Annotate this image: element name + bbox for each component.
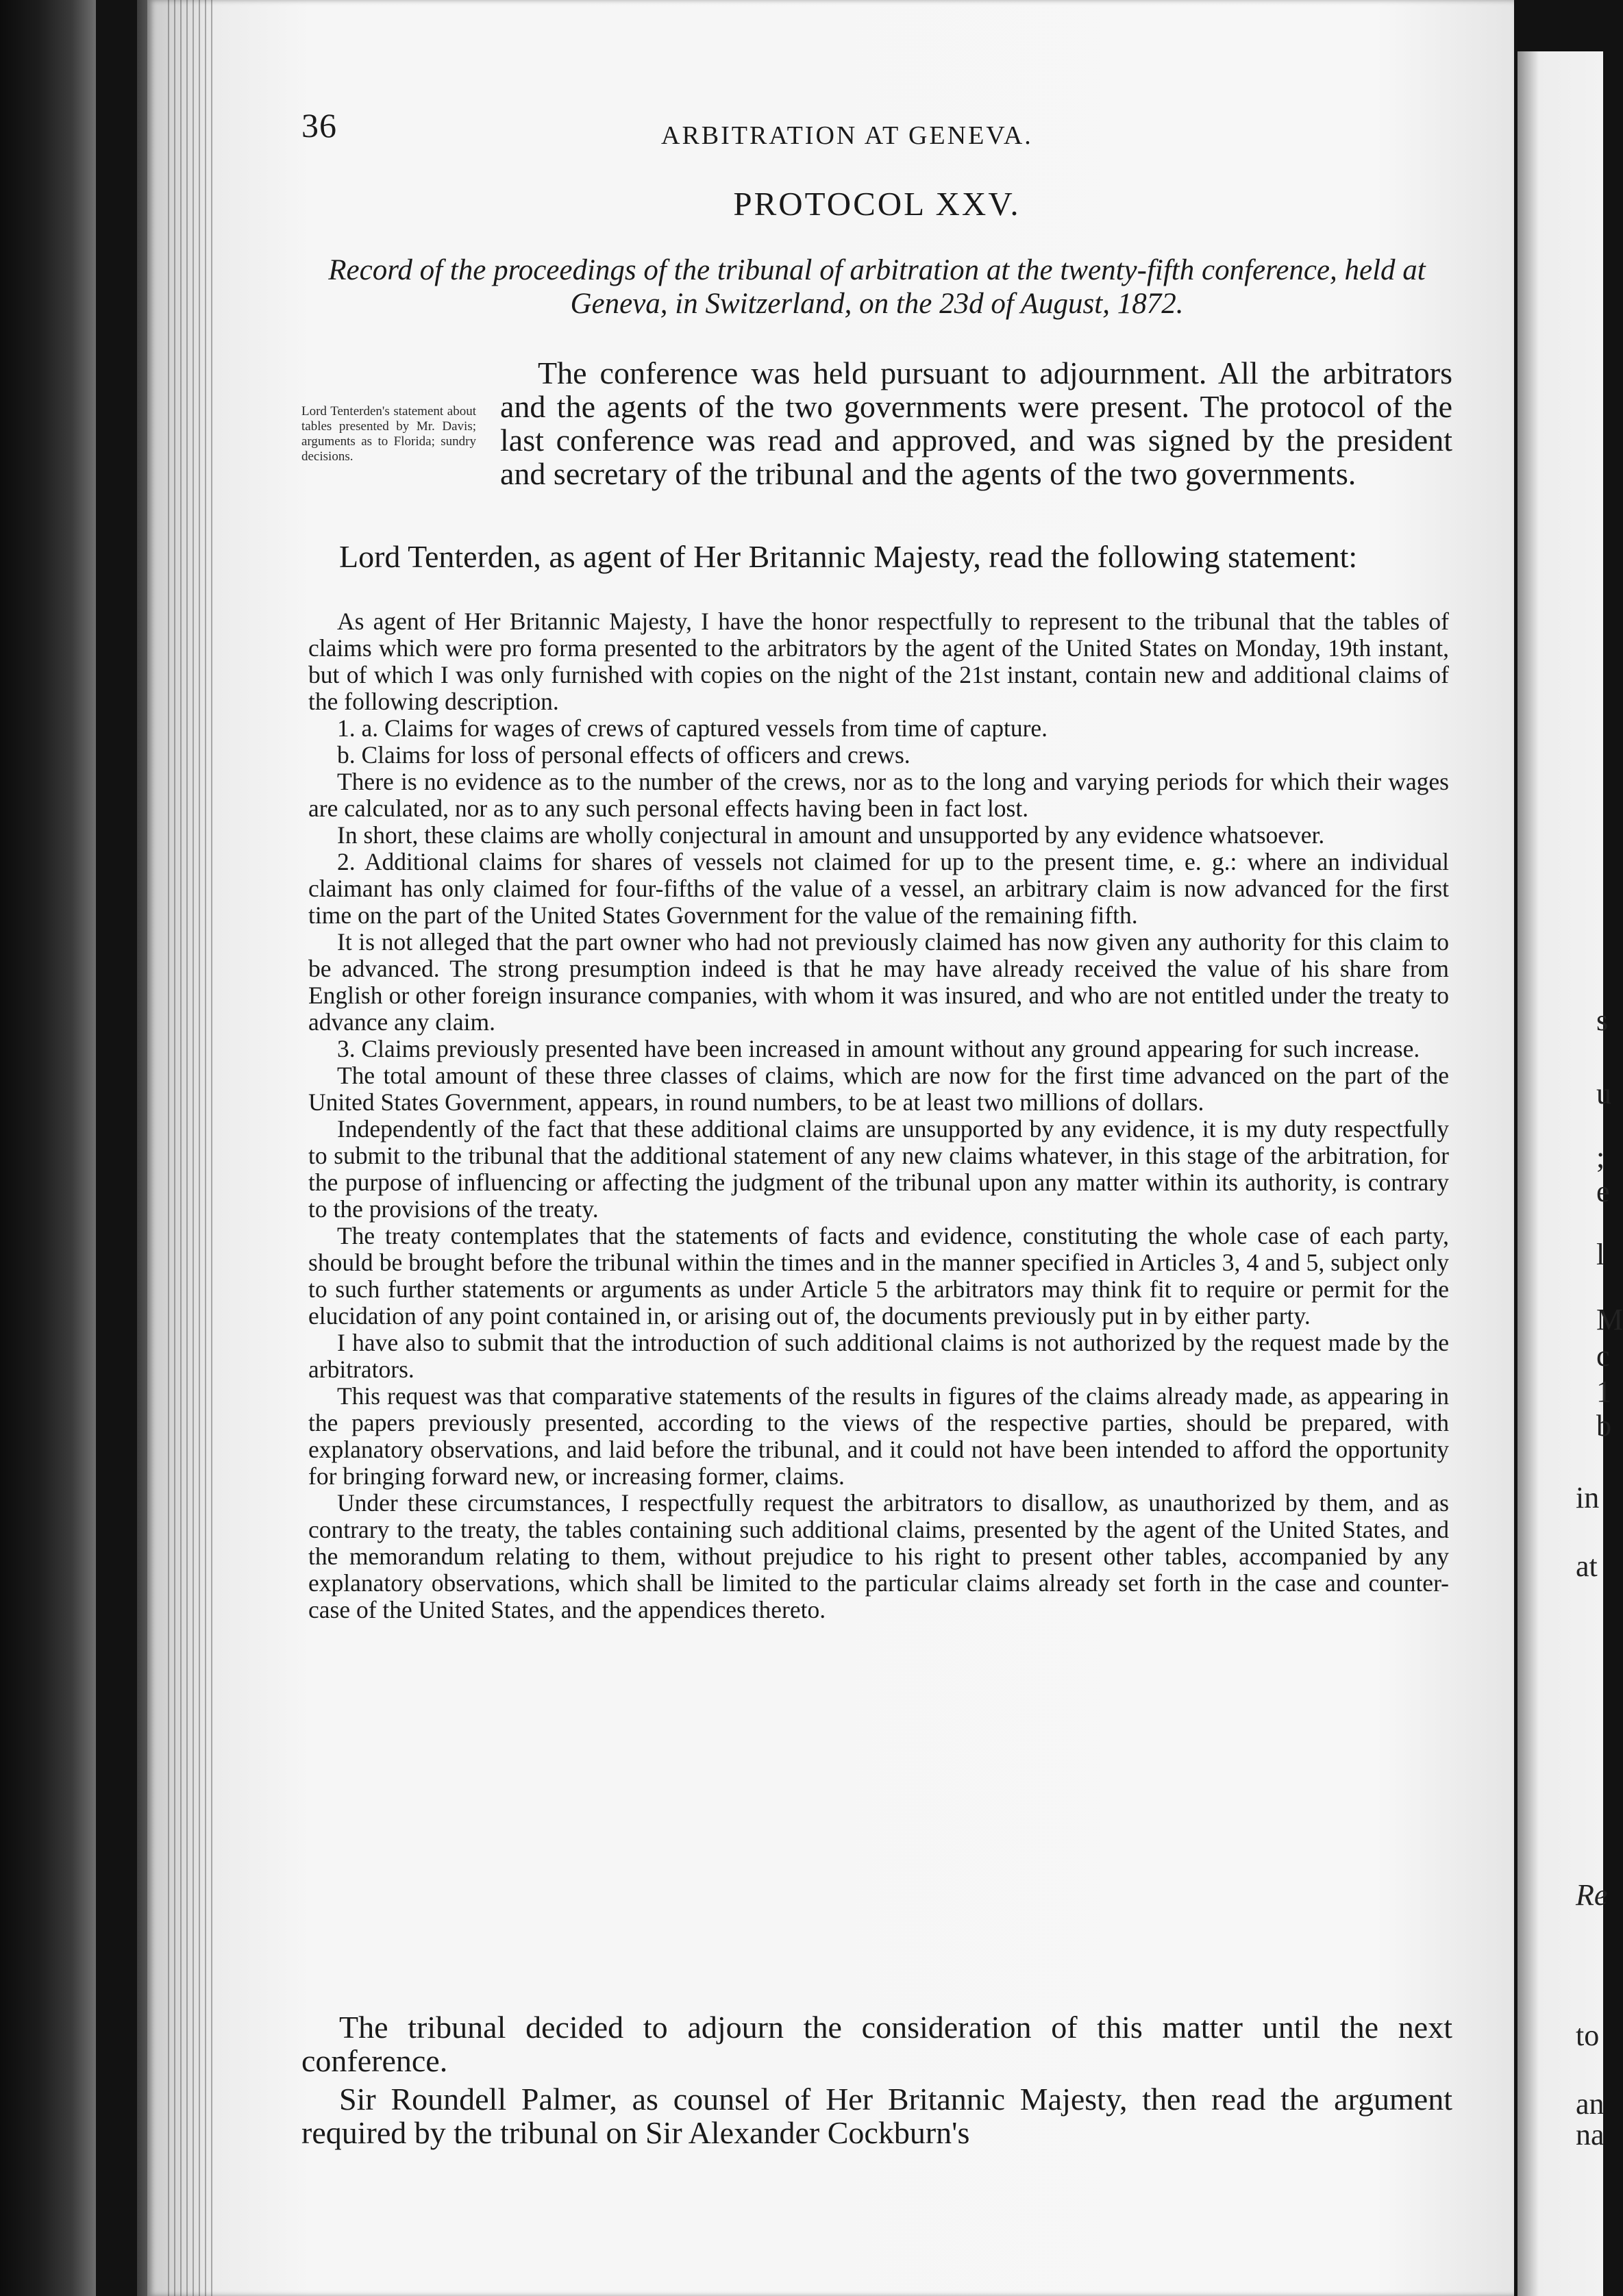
statement-paragraph: b. Claims for loss of personal effects of officers and crews. bbox=[337, 741, 910, 769]
statement-paragraph: 2. Additional claims for shares of vessels not claimed for up to the present time, e. g.: where an individual claimant has only claimed for four-fifths of the value of a vessel, an arbitrary claim is now advanced for the first time on the part of the United States Government for the value of the remaining fifth. bbox=[308, 848, 1449, 929]
protocol-subtitle: Record of the proceedings of the tribunal of arbitration at the twenty-fifth conference, held at Geneva, in Switzerland, on the 23d of August, 1872. bbox=[328, 254, 1426, 320]
statement-paragraph: There is no evidence as to the number of the crews, nor as to the long and varying periods for which their wages are calculated, nor as to any such personal effects having been in fact lost. bbox=[308, 768, 1449, 822]
facing-page-fragment: in bbox=[1576, 1481, 1600, 1514]
statement-paragraph: Independently of the fact that these additional claims are unsupported by any evidence, it is my duty respectfully to submit to the tribunal that the additional statement of any new claims whatever, in this stage of the arbitration, for the purpose of influencing or affecting the judgment of the tribunal upon any matter within its authority, is contrary to the provisions of the treaty. bbox=[308, 1115, 1449, 1223]
statement-paragraph: 1. a. Claims for wages of crews of captured vessels from time of capture. bbox=[337, 714, 1048, 742]
facing-page-fragment: Re bbox=[1576, 1878, 1608, 1912]
facing-page-fragment: 1 bbox=[1596, 1375, 1611, 1408]
facing-page-fragment: M bbox=[1596, 1303, 1623, 1336]
statement-paragraph: In short, these claims are wholly conjectural in amount and unsupported by any evidence whatsoever. bbox=[337, 821, 1325, 849]
facing-page-fragment: c bbox=[1596, 1339, 1610, 1373]
margin-sidenote: Lord Tenterden's statement about tables presented by Mr. Davis; arguments as to Florida; sundry decisions. bbox=[301, 404, 476, 464]
facing-page-fragment: na bbox=[1576, 2118, 1605, 2151]
book-spine-shadow bbox=[0, 0, 96, 2296]
statement-paragraph: The total amount of these three classes of claims, which are now for the first time advanced on the part of the United States Government, appears, in round numbers, to be at least two millions of dollars. bbox=[308, 1062, 1449, 1116]
facing-page-fragment: an bbox=[1576, 2087, 1605, 2121]
statement-paragraph: This request was that comparative statements of the results in figures of the claims already made, as appearing in the papers previously presented, according to the views of the respective parties, should be prepared, with explanatory observations, and laid before the tribunal, and it could not have been intended to afford the opportunity for bringing forward new, or increasing former, claims. bbox=[308, 1382, 1449, 1490]
statement-paragraph: I have also to submit that the introduction of such additional claims is not authorized by the request made by the arbitrators. bbox=[308, 1329, 1449, 1383]
palmer-paragraph: Sir Roundell Palmer, as counsel of Her Britannic Majesty, then read the argument required by the tribunal on Sir Alexander Cockburn's bbox=[301, 2082, 1452, 2150]
statement-paragraph: The treaty contemplates that the statements of facts and evidence, constituting the whole case of each party, should be brought before the tribunal within the times and in the manner specified in Articles 3, 4 and 5, subject only to such further statements or arguments as under Article 5 the arbitrators may think fit to require or permit for the elucidation of any point contained in, or arising out of, the documents previously put in by either party. bbox=[308, 1222, 1449, 1330]
statement-paragraph: It is not alleged that the part owner who had not previously claimed has now given any authority for this claim to be advanced. The strong presumption indeed is that he may have already received the value of his share from English or other foreign insurance companies, with whom it was insured, and who are not entitled under the treaty to advance any claim. bbox=[308, 928, 1449, 1036]
facing-page-fragment: u bbox=[1596, 1077, 1611, 1110]
facing-page-fragment: l bbox=[1596, 1238, 1605, 1271]
opening-paragraph: The conference was held pursuant to adjournment. All the arbitrators and the agents of the two governments were present. The protocol of the last conference was read and approved, and was signed by the president and secretary of the tribunal and the agents of the two governments. bbox=[500, 355, 1452, 491]
statement-paragraph: Under these circumstances, I respectfully request the arbitrators to disallow, as unauthorized by them, and as contrary to the treaty, the tables containing such additional claims, presented by the agent of the United States, and the memorandum relating to them, without prejudice to his right to present other tables, accompanied by any explanatory observations, which shall be limited to the particular claims already set forth in the case and counter-case of the United States, and the appendices thereto. bbox=[308, 1489, 1449, 1623]
tribunal-decision: The tribunal decided to adjourn the consideration of this matter until the next conference. bbox=[301, 2010, 1452, 2078]
palmer-block bbox=[301, 2082, 1452, 2149]
tenterden-intro-block bbox=[301, 540, 1452, 573]
tenterden-statement bbox=[308, 608, 1449, 1623]
tenterden-intro: Lord Tenterden, as agent of Her Britannic Majesty, read the following statement: bbox=[339, 539, 1358, 574]
page-edge-lines bbox=[168, 0, 216, 2296]
statement-paragraph: 3. Claims previously presented have been increased in amount without any ground appearing for such increase. bbox=[337, 1035, 1420, 1062]
facing-page-fragment: at bbox=[1576, 1549, 1598, 1583]
facing-page-fragment: s bbox=[1596, 1003, 1609, 1037]
statement-paragraph: As agent of Her Britannic Majesty, I have the honor respectfully to represent to the tribunal that the tables of claims which were pro forma presented to the arbitrators by the agent of the United States on Monday, 19th instant, but of which I was only furnished with copies on the night of the 21st instant, contain new and additional claims of the following description. bbox=[308, 608, 1449, 715]
protocol-title: PROTOCOL XXV. bbox=[733, 185, 1021, 223]
facing-page-fragment: e bbox=[1596, 1175, 1610, 1208]
decision-block bbox=[301, 2010, 1452, 2077]
running-head: ARBITRATION AT GENEVA. bbox=[661, 121, 1033, 150]
facing-page-fragment: b bbox=[1596, 1409, 1611, 1443]
facing-page-edge bbox=[1517, 51, 1603, 2296]
facing-page-fragment: to bbox=[1576, 2019, 1600, 2052]
page-number: 36 bbox=[301, 106, 337, 145]
facing-page-fragment: ; bbox=[1596, 1140, 1605, 1174]
